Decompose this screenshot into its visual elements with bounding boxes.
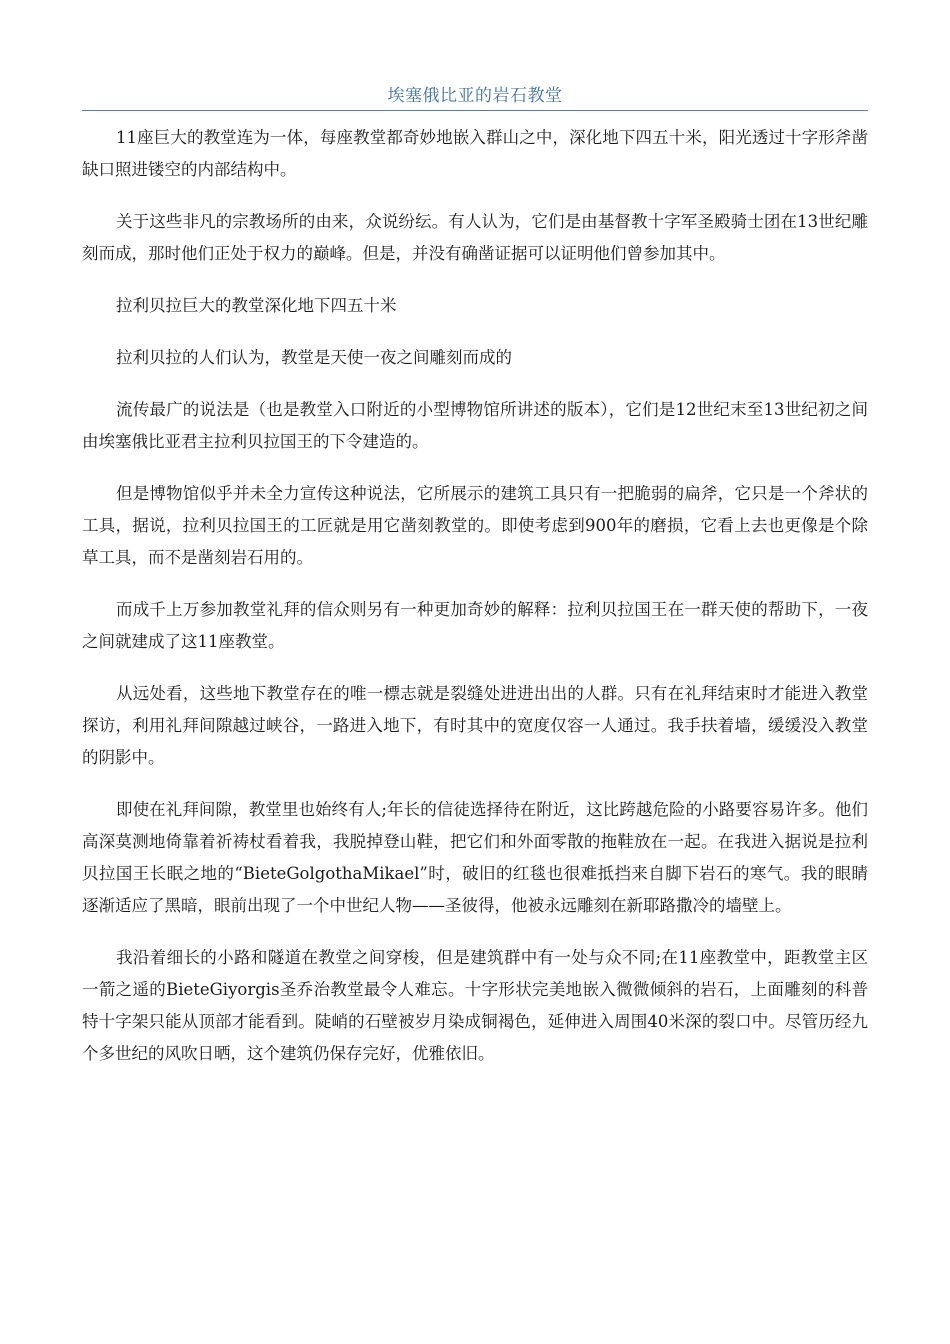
- paragraph: 而成千上万参加教堂礼拜的信众则另有一种更加奇妙的解释：拉利贝拉国王在一群天使的帮助下，一夜之间就建成了这11座教堂。: [82, 600, 868, 651]
- paragraph: 流传最广的说法是（也是教堂入口附近的小型博物馆所讲述的版本），它们是12世纪末至13世纪初之间由埃塞俄比亚君主拉利贝拉国王的下令建造的。: [82, 400, 868, 451]
- paragraph: 拉利贝拉的人们认为，教堂是天使一夜之间雕刻而成的: [116, 348, 512, 367]
- paragraph: 拉利贝拉巨大的教堂深化地下四五十米: [116, 296, 397, 315]
- paragraph: 11座巨大的教堂连为一体，每座教堂都奇妙地嵌入群山之中，深化地下四五十米，阳光透过十字形斧凿缺口照进镂空的内部结构中。: [82, 128, 868, 179]
- page-header: [82, 84, 868, 111]
- document-title: 埃塞俄比亚的岩石教堂: [387, 86, 563, 106]
- paragraph: 我沿着细长的小路和隧道在教堂之间穿梭，但是建筑群中有一处与众不同;在11座教堂中，距教堂主区一箭之遥的BieteGiyorgis圣乔治教堂最令人难忘。十字形状完美地嵌入微微倾斜的岩石，上面雕刻的科普特十字架只能从顶部才能看到。陡峭的石壁被岁月染成铜褐色，延伸进入周围40米深的裂口中。尽管历经九个多世纪的风吹日晒，这个建筑仍保存完好，优雅依旧。: [82, 948, 868, 1063]
- paragraph: 即使在礼拜间隙，教堂里也始终有人;年长的信徒选择待在附近，这比跨越危险的小路要容易许多。他们高深莫测地倚靠着祈祷杖看着我，我脱掉登山鞋，把它们和外面零散的拖鞋放在一起。在我进入据说是拉利贝拉国王长眠之地的“BieteGolgothaMikael”时，破旧的红毯也很难抵挡来自脚下岩石的寒气。我的眼睛逐渐适应了黑暗，眼前出现了一个中世纪人物——圣彼得，他被永远雕刻在新耶路撒冷的墙壁上。: [82, 800, 868, 915]
- paragraph: 关于这些非凡的宗教场所的由来，众说纷纭。有人认为，它们是由基督教十字军圣殿骑士团在13世纪雕刻而成，那时他们正处于权力的巅峰。但是，并没有确凿证据可以证明他们曾参加其中。: [82, 212, 868, 263]
- document-body: [82, 122, 868, 1090]
- paragraph: 但是博物馆似乎并未全力宣传这种说法，它所展示的建筑工具只有一把脆弱的扁斧，它只是一个斧状的工具，据说，拉利贝拉国王的工匠就是用它凿刻教堂的。即使考虑到900年的磨损，它看上去也更像是个除草工具，而不是凿刻岩石用的。: [82, 484, 868, 567]
- paragraph: 从远处看，这些地下教堂存在的唯一標志就是裂缝处进进出出的人群。只有在礼拜结束时才能进入教堂探访，利用礼拜间隙越过峡谷，一路进入地下，有时其中的宽度仅容一人通过。我手扶着墙，缓缓没入教堂的阴影中。: [82, 684, 868, 767]
